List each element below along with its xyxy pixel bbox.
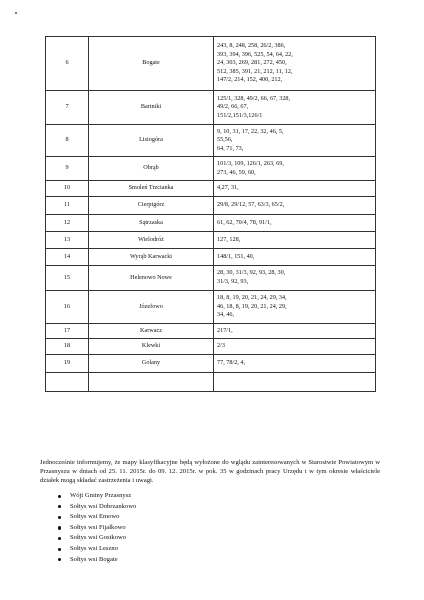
parcel-line: 512, 385, 391, 21, 212, 11, 12, [217,67,293,75]
recipient-label: Sołtys wsi Dobrzankowo [70,502,137,510]
parcel-line: 28, 30, 31/3, 92, 93, 28, 30, [217,269,286,277]
village-name-cell: Obrąb [89,157,214,181]
recipient-label: Wójt Gminy Przasnysz [70,492,132,499]
parcel-line: 55,56, [217,136,233,144]
parcel-numbers-cell [214,197,376,215]
table-row [46,324,376,339]
parcel-line: 49/2, 66, 67, [217,103,249,111]
row-number-cell: 6 [46,37,89,91]
row-number-cell: 8 [46,125,89,157]
parcel-line: 127, 128, [217,235,241,243]
table-row [46,373,376,392]
parcel-numbers-cell [214,125,376,157]
recipient-label: Sołtys wsi Gostkowo [70,534,127,542]
bullet-icon [58,526,61,529]
village-name-cell: Cierpigórz [89,197,214,215]
village-name-cell: Bartniki [89,91,214,125]
table-row [46,291,376,324]
parcel-line: 46, 18, 8, 19, 20, 21, 24, 29, [217,302,287,310]
row-number-cell: 7 [46,91,89,125]
parcel-numbers-cell [214,91,376,125]
table-row [46,355,376,373]
row-number-cell: 10 [46,181,89,197]
village-name-cell: Golany [89,355,214,373]
parcel-line: 34, 46, [217,311,235,319]
parcel-line: 273, 46, 59, 60, [217,168,256,176]
parcel-numbers-cell [214,373,376,392]
row-number-cell: 12 [46,215,89,232]
parcel-line: 151/2,151/3,126/1 [217,111,263,119]
bullet-icon [58,548,61,551]
parcel-numbers-cell [214,232,376,249]
parcel-line: 243, 8, 248, 258, 26/2, 386, [217,42,286,50]
parcel-numbers-cell [214,157,376,181]
parcel-line: 217/1, [217,326,233,334]
bullet-icon [58,505,61,508]
village-name-cell: Wyrąb Karwacki [89,249,214,266]
parcel-numbers-cell [214,291,376,324]
parcels-table [45,36,376,392]
village-name-cell: Lisiogóra [89,125,214,157]
table-row [46,157,376,181]
parcel-numbers-cell [214,181,376,197]
parcel-line: 148/1, 151, 40, [217,252,255,260]
row-number-cell [46,373,89,392]
recipient-item [56,544,136,555]
table-row [46,181,376,197]
recipient-label: Sołtys wsi Bogate [70,555,118,563]
recipient-item [56,555,136,566]
parcel-line: 125/1, 328, 49/2, 66, 67, 328, [217,94,291,102]
recipient-item [56,533,136,544]
parcel-line: 2/3 [217,342,225,350]
parcel-line: 101/3, 109, 126/1, 263, 69, [217,159,284,167]
row-number-cell: 17 [46,324,89,339]
scan-speck [15,12,17,14]
table-row [46,215,376,232]
village-name-cell: Józefowo [89,291,214,324]
bullet-icon [58,558,61,561]
recipient-item [56,523,136,534]
parcel-line: 147/2, 214, 152, 400, 212, [217,76,283,84]
village-name-cell: Karwacz [89,324,214,339]
table-row [46,232,376,249]
parcel-numbers-cell [214,266,376,291]
recipient-item [56,502,136,513]
parcel-line: 64, 71, 73, [217,144,244,152]
parcel-line: 18, 8, 19, 20, 21, 24, 29, 34, [217,294,287,302]
parcel-line: 4,27, 31, [217,184,239,192]
table-row [46,197,376,215]
parcel-line: 31/3, 92, 93, [217,278,249,285]
bullet-icon [58,537,61,540]
village-name-cell [89,373,214,392]
parcel-numbers-cell [214,215,376,232]
recipient-label: Sołtys wsi Leszno [70,544,118,552]
row-number-cell: 14 [46,249,89,266]
recipient-item [56,512,136,523]
parcel-numbers-cell [214,355,376,373]
parcel-numbers-cell [214,339,376,355]
parcel-numbers-cell [214,249,376,266]
parcel-line: 9, 10, 31, 17, 22, 32, 46, 5, [217,127,284,135]
row-number-cell: 18 [46,339,89,355]
bullet-icon [58,516,61,519]
parcel-line: 77, 78/2, 4, [217,359,246,367]
table-row [46,91,376,125]
village-name-cell: Bogate [89,37,214,91]
village-name-cell: Wielodróż [89,232,214,249]
table-row [46,125,376,157]
village-name-cell: Smoleń Trzcianka [89,181,214,197]
parcel-numbers-cell [214,37,376,91]
row-number-cell: 9 [46,157,89,181]
parcel-line: 24, 303, 269, 281, 272, 450, [217,59,287,67]
table-row [46,339,376,355]
village-name-cell: Helenowo Nowe [89,266,214,291]
row-number-cell: 15 [46,266,89,291]
table-row [46,249,376,266]
recipient-item [56,491,136,502]
bullet-icon [58,495,61,498]
village-name-cell: Sątrzaska [89,215,214,232]
village-name-cell: Klewki [89,339,214,355]
row-number-cell: 13 [46,232,89,249]
row-number-cell: 11 [46,197,89,215]
recipient-label: Sołtys wsi Emowo [70,513,120,521]
parcel-line: 393, 394, 396, 525, 54, 64, 22, [217,50,293,58]
table-row [46,37,376,91]
recipient-label: Sołtys wsi Fijałkowo [70,523,126,531]
parcel-line: 29/8, 29/12, 57, 63/3, 65/2, [217,201,285,209]
row-number-cell: 19 [46,355,89,373]
notice-paragraph: Jednocześnie informujemy, że mapy klasyfikacyjne będą wyłożone do wglądu zainteresowanych w Starostwie Powiatowym w Przasnyszu w dniach od 25. 11. 2015r. do 09. 12. 2015r. w pok. 35 w godzinach pracy Urzędu i w tym okresie właściciele działek mogą składać zastrzeżenia i uwagi. [40,459,380,484]
row-number-cell: 16 [46,291,89,324]
distribution-list [56,491,136,565]
table-row [46,266,376,291]
parcel-line: 61, 62, 70/4, 78, 91/1, [217,218,272,226]
parcel-numbers-cell [214,324,376,339]
